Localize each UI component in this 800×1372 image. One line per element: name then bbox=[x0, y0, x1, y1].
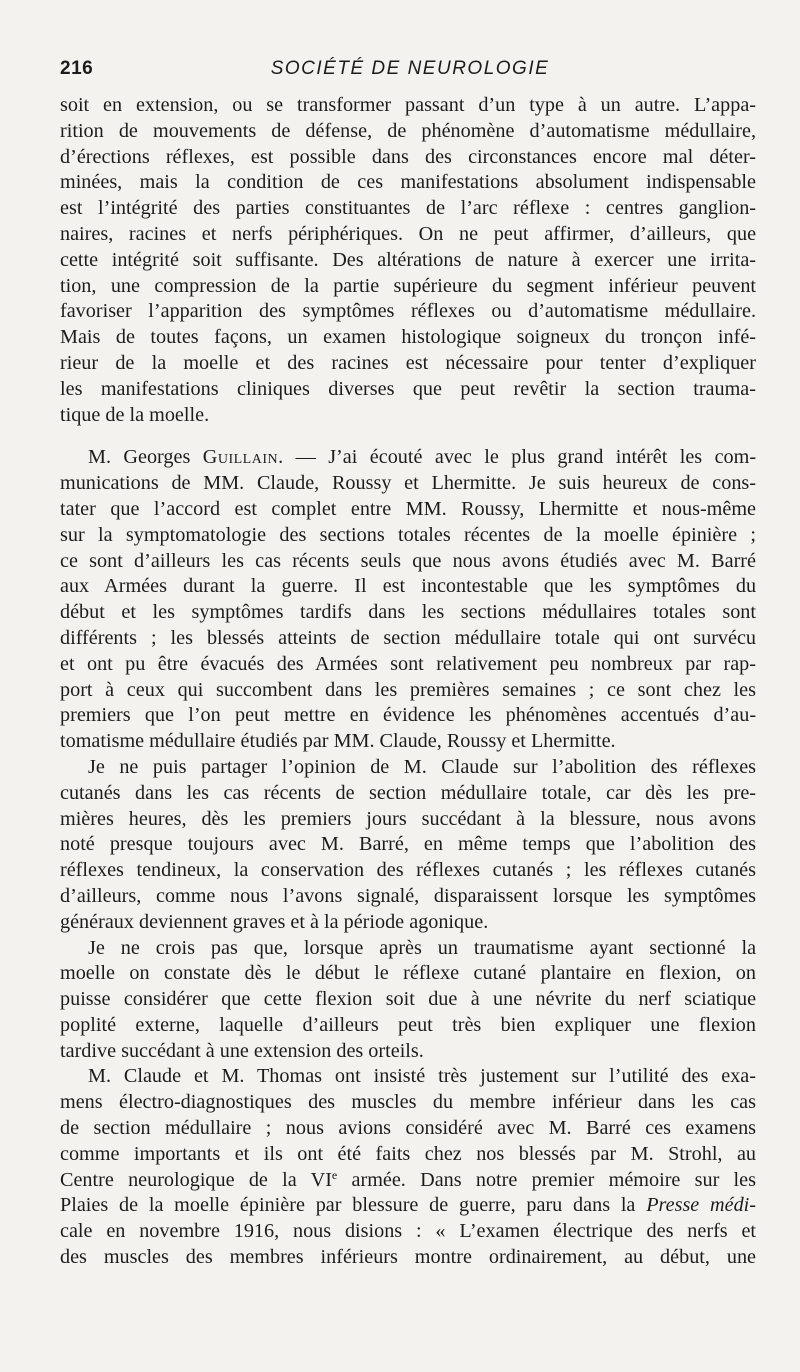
text-line: cutanés dans les cas récents de section médullaire totale, car dès les pre- bbox=[60, 781, 757, 804]
text-line: moelle on constate dès le début le réflexe cutané plantaire en flexion, on bbox=[60, 962, 756, 985]
text-line: Je ne crois pas que, lorsque après un traumatisme ayant sectionné la bbox=[88, 936, 757, 959]
text-line: poplité externe, laquelle d’ailleurs peut très bien expliquer une flexion bbox=[60, 1013, 756, 1036]
text-line: minées, mais la condition de ces manifestations absolument indispensable bbox=[60, 171, 756, 194]
text-line: Je ne puis partager l’opinion de M. Claude sur l’abolition des réflexes bbox=[88, 755, 757, 778]
text-line: est l’intégrité des parties constituantes de l’arc réflexe : centres ganglion- bbox=[60, 197, 757, 220]
speaker-prefix: M. Georges bbox=[88, 446, 203, 469]
text-line: noté presque toujours avec M. Barré, en même temps que l’abolition des bbox=[60, 833, 756, 856]
text-line: aux Armées durant la guerre. Il est incontestable que les symptômes du bbox=[60, 575, 757, 598]
journal-title: Presse médi- bbox=[646, 1194, 757, 1217]
text-line: d’érections réflexes, est possible dans des circonstances encore mal déter- bbox=[60, 145, 756, 168]
paragraph-1 bbox=[60, 93, 756, 428]
page-body bbox=[60, 93, 756, 1271]
text-segment: Centre neurologique de la VI bbox=[60, 1168, 332, 1191]
text-line: réflexes tendineux, la conservation des réflexes cutanés ; les réflexes cutanés bbox=[60, 859, 756, 882]
text-line: tion, une compression de la partie supérieure du segment inférieur peuvent bbox=[60, 274, 757, 297]
text-segment: armée. Dans notre premier mémoire sur les bbox=[337, 1168, 756, 1191]
text-line: puisse considérer que cette flexion soit due à une névrite du nerf sciatique bbox=[60, 988, 757, 1011]
speaker-line bbox=[60, 445, 756, 471]
text-line: tardive succédant à une extension des orteils. bbox=[60, 1039, 424, 1062]
text-line: les manifestations cliniques diverses que peut revêtir la section trauma- bbox=[60, 377, 756, 400]
text-line: mières heures, dès les premiers jours succédant à la blessure, nous avons bbox=[60, 807, 756, 830]
text-segment: Plaies de la moelle épinière par blessure de guerre, paru dans la bbox=[60, 1194, 647, 1217]
text-line: ce sont d’ailleurs les cas récents seuls que nous avons étudiés avec M. Barré bbox=[60, 549, 756, 572]
text-line: munications de MM. Claude, Roussy et Lhermitte. Je suis heureux de cons- bbox=[60, 472, 756, 495]
paragraph-4 bbox=[60, 936, 756, 1065]
text-line: différents ; les blessés atteints de section médullaire totale qui ont survécu bbox=[60, 626, 757, 649]
text-line: cette intégrité soit suffisante. Des altérations de nature à exercer une irrita- bbox=[60, 248, 757, 271]
running-title: SOCIÉTÉ DE NEUROLOGIE bbox=[270, 58, 550, 79]
text-line: tomatisme médullaire étudiés par MM. Claude, Roussy et Lhermitte. bbox=[60, 730, 616, 753]
paragraph-2 bbox=[60, 445, 756, 755]
text-line: de section médullaire ; nous avions considéré avec M. Barré ces examens bbox=[60, 1117, 757, 1140]
text-line: tater que l’accord est complet entre MM. Roussy, Lhermitte et nous-même bbox=[60, 497, 756, 520]
text-line: tique de la moelle. bbox=[60, 403, 210, 426]
text-line: et ont pu être évacués des Armées sont relativement peu nombreux par rap- bbox=[60, 652, 756, 675]
speaker-name: Guillain bbox=[202, 446, 279, 469]
text-line: comme importants et ils ont été faits chez nos blessés par M. Strohl, au bbox=[60, 1142, 756, 1165]
paragraph-3 bbox=[60, 755, 756, 936]
text-line: généraux deviennent graves et à la période agonique. bbox=[60, 910, 489, 933]
text-line: sur la symptomatologie des sections totales récentes de la moelle épinière ; bbox=[60, 523, 756, 546]
text-line: naires, racines et nerfs périphériques. On ne peut affirmer, d’ailleurs, que bbox=[60, 222, 757, 245]
speaker-suffix: . — J’ai écouté avec le plus grand intérêt les com- bbox=[278, 446, 757, 469]
text-line bbox=[60, 1168, 756, 1194]
text-line: rition de mouvements de défense, de phénomène d’automatisme médullaire, bbox=[60, 119, 757, 142]
text-line bbox=[60, 1193, 756, 1219]
text-line: favoriser l’apparition des symptômes réflexes ou d’automatisme médullaire. bbox=[60, 300, 756, 323]
page-number: 216 bbox=[60, 58, 94, 79]
text-line: Mais de toutes façons, un examen histologique soigneux du tronçon infé- bbox=[60, 326, 756, 349]
text-line: d’ailleurs, comme nous l’avons signalé, disparaissent lorsque les symptômes bbox=[60, 884, 757, 907]
page-header bbox=[60, 58, 760, 88]
text-line: mens électro-diagnostiques des muscles du membre inférieur dans les cas bbox=[60, 1091, 756, 1114]
text-line: M. Claude et M. Thomas ont insisté très justement sur l’utilité des exa- bbox=[88, 1065, 756, 1088]
text-line: port à ceux qui succombent dans les premières semaines ; ce sont chez les bbox=[60, 678, 756, 701]
paragraph-5 bbox=[60, 1064, 756, 1270]
text-line: cale en novembre 1916, nous disions : « L’examen électrique des nerfs et bbox=[60, 1220, 757, 1243]
text-line: début et les symptômes tardifs dans les sections médullaires totales sont bbox=[60, 601, 756, 624]
text-line: rieur de la moelle et des racines est nécessaire pour tenter d’expliquer bbox=[60, 351, 756, 374]
superscript: e bbox=[331, 1167, 338, 1182]
text-line: des muscles des membres inférieurs montre ordinairement, au début, une bbox=[60, 1246, 757, 1269]
text-line: soit en extension, ou se transformer passant d’un type à un autre. L’appa- bbox=[60, 94, 756, 116]
text-line: premiers que l’on peut mettre en évidence les phénomènes accentués d’au- bbox=[60, 704, 757, 727]
